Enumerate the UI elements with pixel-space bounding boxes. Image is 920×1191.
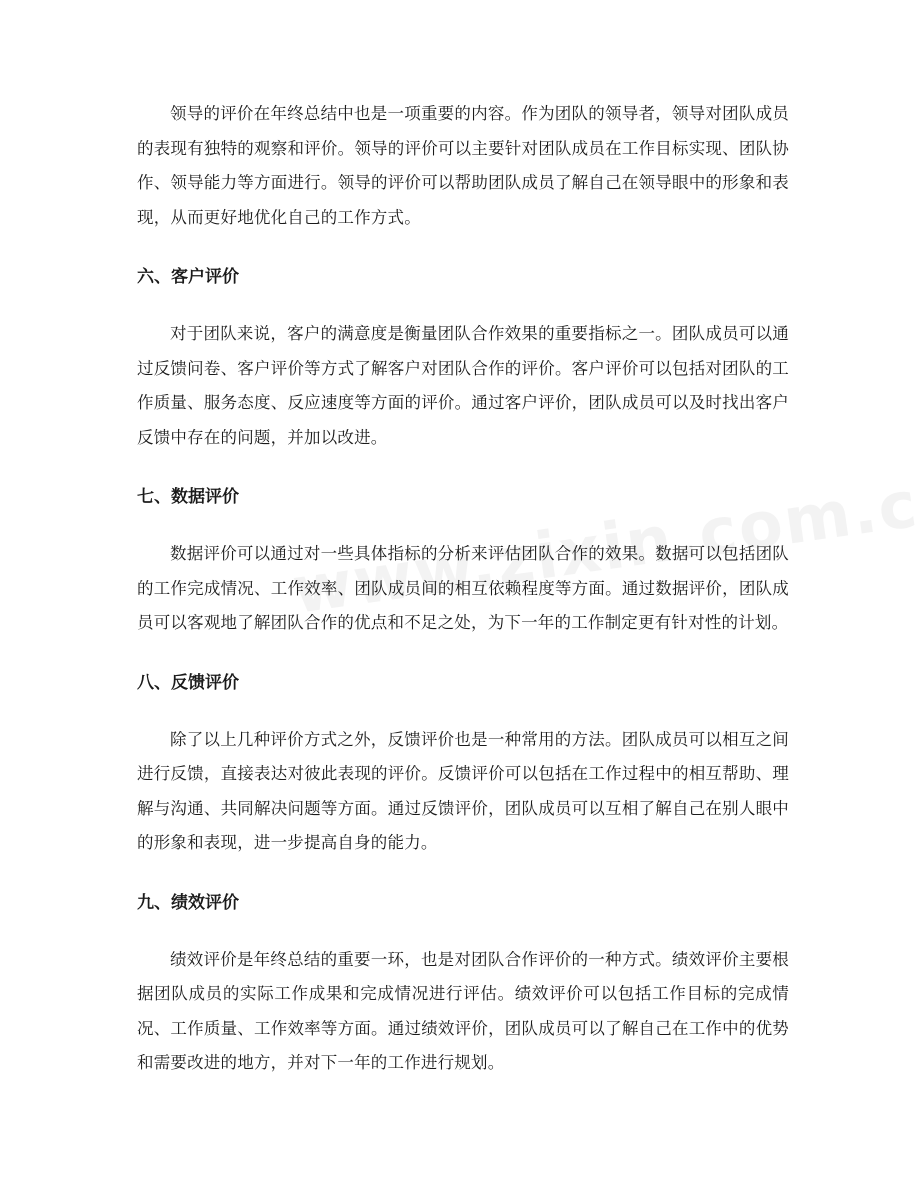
heading-feedback-evaluation: 八、反馈评价 <box>137 672 239 693</box>
paragraph-leader-evaluation: 领导的评价在年终总结中也是一项重要的内容。作为团队的领导者，领导对团队成员的表现有独特的观察和评价。领导的评价可以主要针对团队成员在工作目标实现、团队协作、领导能力等方面进行。领导的评价可以帮助团队成员了解自己在领导眼中的形象和表现，从而更好地优化自己的工作方式。 <box>137 104 789 227</box>
paragraph-data-evaluation: 数据评价可以通过对一些具体指标的分析来评估团队合作的效果。数据可以包括团队的工作完成情况、工作效率、团队成员间的相互依赖程度等方面。通过数据评价，团队成员可以客观地了解团队合作的优点和不足之处，为下一年的工作制定更有针对性的计划。 <box>137 544 789 632</box>
paragraph-customer-evaluation: 对于团队来说，客户的满意度是衡量团队合作效果的重要指标之一。团队成员可以通过反馈问卷、客户评价等方式了解客户对团队合作的评价。客户评价可以包括对团队的工作质量、服务态度、反应速度等方面的评价。通过客户评价，团队成员可以及时找出客户反馈中存在的问题，并加以改进。 <box>137 324 789 447</box>
heading-performance-evaluation: 九、绩效评价 <box>137 892 239 913</box>
document-page <box>137 97 789 1081</box>
heading-data-evaluation: 七、数据评价 <box>137 487 239 507</box>
heading-customer-evaluation: 六、客户评价 <box>137 267 239 287</box>
paragraph-feedback-evaluation: 除了以上几种评价方式之外，反馈评价也是一种常用的方法。团队成员可以相互之间进行反馈，直接表达对彼此表现的评价。反馈评价可以包括在工作过程中的相互帮助、理解与沟通、共同解决问题等方面。通过反馈评价，团队成员可以互相了解自己在别人眼中的形象和表现，进一步提高自身的能力。 <box>137 729 789 852</box>
paragraph-performance-evaluation: 绩效评价是年终总结的重要一环，也是对团队合作评价的一种方式。绩效评价主要根据团队成员的实际工作成果和完成情况进行评估。绩效评价可以包括工作目标的完成情况、工作质量、工作效率等方面。通过绩效评价，团队成员可以了解自己在工作中的优势和需要改进的地方，并对下一年的工作进行规划。 <box>137 949 789 1072</box>
